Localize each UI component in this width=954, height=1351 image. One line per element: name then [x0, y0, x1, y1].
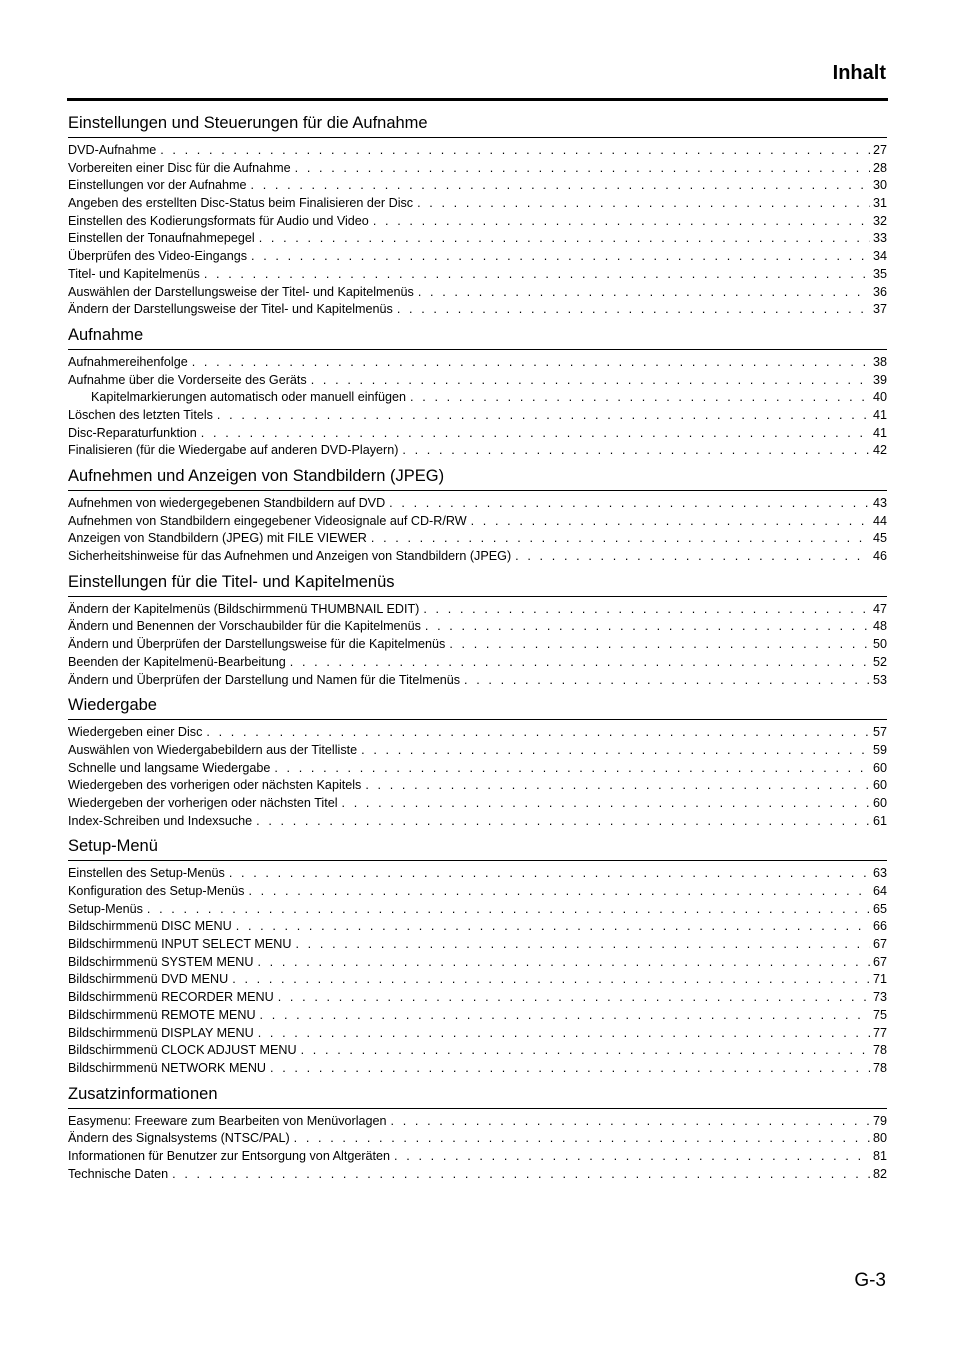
toc-entry-label: Bildschirmmenü SYSTEM MENU	[68, 954, 254, 969]
toc-section	[68, 835, 887, 1077]
toc-entry-label: Einstellen des Setup-Menüs	[68, 866, 225, 881]
toc-entry-label: Ändern der Darstellungsweise der Titel- und Kapitelmenüs	[68, 302, 393, 317]
toc-entry[interactable]	[68, 954, 887, 972]
toc-entry[interactable]	[68, 636, 887, 654]
toc-entry-label: Bildschirmmenü DVD MENU	[68, 972, 229, 987]
toc-entry-page: 32	[872, 213, 887, 228]
toc-entry-label: Wiedergeben des vorherigen oder nächsten Kapitels	[68, 778, 362, 793]
toc-entry-page: 57	[872, 725, 887, 740]
toc-entry-label: Aufnahme über die Vorderseite des Geräts	[68, 372, 307, 387]
toc-section	[68, 694, 887, 830]
dot-leader	[391, 1113, 870, 1131]
toc-entry-page: 75	[872, 1007, 887, 1022]
toc-entry-page: 41	[872, 407, 887, 422]
toc-entry[interactable]	[68, 354, 887, 372]
dot-leader	[471, 513, 870, 531]
toc-entry-page: 60	[872, 760, 887, 775]
toc-entry-label: Anzeigen von Standbildern (JPEG) mit FILE VIEWER	[68, 531, 367, 546]
toc-entry-label: Informationen für Benutzer zur Entsorgung von Altgeräten	[68, 1148, 391, 1163]
toc-entry-label: Finalisieren (für die Wiedergabe auf anderen DVD-Playern)	[68, 443, 399, 458]
toc-entry[interactable]	[68, 901, 887, 919]
toc-entry[interactable]	[68, 601, 887, 619]
toc-entry-label: Ändern und Überprüfen der Darstellung und Namen für die Titelmenüs	[68, 672, 461, 687]
toc-entry[interactable]	[68, 548, 887, 566]
toc-entry-page: 34	[872, 249, 887, 264]
toc-entry-label: Löschen des letzten Titels	[68, 407, 213, 422]
toc-entry-label: Aufnehmen von Standbildern eingegebener Videosignale auf CD-R/RW	[68, 513, 467, 528]
toc-entry-page: 59	[872, 742, 887, 757]
section-heading: Zusatzinformationen	[68, 1083, 887, 1109]
toc-entry-page: 44	[872, 513, 887, 528]
dot-leader	[248, 883, 870, 901]
toc-entry-page: 40	[872, 390, 887, 405]
toc-entry-page: 35	[872, 266, 887, 281]
toc-entry-page: 48	[872, 619, 887, 634]
toc-entry-label: Auswählen von Wiedergabebildern aus der Titelliste	[68, 742, 358, 757]
toc-entry[interactable]	[68, 248, 887, 266]
toc-entry-label: Ändern der Kapitelmenüs (Bildschirmmenü THUMBNAIL EDIT)	[68, 601, 420, 616]
toc-entry[interactable]	[68, 1130, 887, 1148]
toc-entry-page: 53	[872, 672, 887, 687]
toc-entry[interactable]	[68, 1113, 887, 1131]
toc-entry[interactable]	[68, 389, 887, 407]
toc-entry[interactable]	[68, 1025, 887, 1043]
toc-entry-page: 60	[872, 778, 887, 793]
toc-entry-page: 42	[872, 443, 887, 458]
toc-entry[interactable]	[68, 865, 887, 883]
dot-leader	[373, 213, 870, 231]
toc-entry[interactable]	[68, 442, 887, 460]
toc-entry-page: 50	[872, 637, 887, 652]
toc-entry-label: Bildschirmmenü CLOCK ADJUST MENU	[68, 1043, 297, 1058]
toc-entry-label: Angeben des erstellten Disc-Status beim Finalisieren der Disc	[68, 196, 414, 211]
dot-leader	[236, 918, 870, 936]
dot-leader	[425, 618, 870, 636]
toc-entry[interactable]	[68, 760, 887, 778]
dot-leader	[258, 1025, 870, 1043]
toc-entry[interactable]	[68, 883, 887, 901]
toc-entry[interactable]	[68, 284, 887, 302]
toc-entry[interactable]	[68, 530, 887, 548]
dot-leader	[410, 389, 870, 407]
toc-entry-page: 37	[872, 302, 887, 317]
toc-entry-page: 43	[872, 496, 887, 510]
dot-leader	[229, 865, 870, 883]
section-heading: Einstellungen für die Titel- und Kapitelmenüs	[68, 571, 887, 597]
toc-entry[interactable]	[68, 301, 887, 319]
page-title: Inhalt	[832, 62, 886, 84]
toc-entry-page: 46	[872, 549, 887, 564]
dot-leader	[217, 407, 870, 425]
dot-leader	[270, 1060, 870, 1078]
toc-entry[interactable]	[68, 971, 887, 989]
dot-leader	[371, 530, 870, 548]
toc-section	[68, 571, 887, 689]
toc-entry-page: 60	[872, 795, 887, 810]
toc-entry-page: 73	[872, 990, 887, 1005]
toc-entry-label: DVD-Aufnahme	[68, 143, 157, 157]
toc-entry-label: Beenden der Kapitelmenü-Bearbeitung	[68, 654, 286, 669]
dot-leader	[301, 1042, 870, 1060]
dot-leader	[389, 495, 870, 513]
section-heading: Wiedergabe	[68, 694, 887, 720]
toc-entry-page: 67	[872, 954, 887, 969]
toc-section	[68, 324, 887, 460]
toc-entry-label: Kapitelmarkierungen automatisch oder manuell einfügen	[91, 390, 407, 405]
toc-entry-label: Wiedergeben der vorherigen oder nächsten Titel	[68, 795, 338, 810]
dot-leader	[464, 672, 870, 690]
toc-entry[interactable]	[68, 177, 887, 195]
toc-entry-page: 30	[872, 178, 887, 193]
toc-entry-label: Titel- und Kapitelmenüs	[68, 266, 200, 281]
toc-entry-label: Bildschirmmenü DISPLAY MENU	[68, 1025, 254, 1040]
dot-leader	[274, 760, 870, 778]
toc-entry[interactable]	[68, 618, 887, 636]
toc-entry-page: 47	[872, 601, 887, 616]
toc-entry-label: Setup-Menüs	[68, 901, 143, 916]
toc-entry-label: Bildschirmmenü DISC MENU	[68, 919, 232, 934]
toc-entry-page: 31	[872, 196, 887, 211]
dot-leader	[449, 636, 870, 654]
toc-entry-label: Auswählen der Darstellungsweise der Titel- und Kapitelmenüs	[68, 284, 414, 299]
title-rule	[67, 98, 888, 101]
toc-entry-label: Technische Daten	[68, 1166, 169, 1181]
toc-entry[interactable]	[68, 513, 887, 531]
toc-entry-page: 71	[872, 972, 887, 987]
toc-section	[68, 465, 887, 566]
dot-leader	[256, 813, 870, 831]
toc-entry[interactable]	[68, 142, 887, 160]
table-of-contents	[68, 112, 887, 1188]
dot-leader	[342, 795, 870, 813]
dot-leader	[365, 777, 870, 795]
toc-entry[interactable]	[68, 813, 887, 831]
toc-entry[interactable]	[68, 918, 887, 936]
toc-entry-page: 33	[872, 231, 887, 246]
toc-entry-page: 45	[872, 531, 887, 546]
toc-entry[interactable]	[68, 407, 887, 425]
dot-leader	[423, 601, 870, 619]
dot-leader	[515, 548, 870, 566]
toc-entry[interactable]	[68, 266, 887, 284]
toc-entry-label: Schnelle und langsame Wiedergabe	[68, 760, 271, 775]
toc-entry[interactable]	[68, 724, 887, 742]
toc-entry-label: Sicherheitshinweise für das Aufnehmen und Anzeigen von Standbildern (JPEG)	[68, 549, 512, 564]
toc-entry[interactable]	[68, 672, 887, 690]
dot-leader	[172, 1166, 870, 1184]
dot-leader	[290, 654, 870, 672]
toc-entry-page: 78	[872, 1060, 887, 1075]
toc-entry-label: Einstellen der Tonaufnahmepegel	[68, 231, 255, 246]
toc-section	[68, 112, 887, 319]
dot-leader	[251, 177, 870, 195]
toc-entry-label: Ändern des Signalsystems (NTSC/PAL)	[68, 1131, 290, 1146]
dot-leader	[402, 442, 870, 460]
dot-leader	[294, 1130, 870, 1148]
dot-leader	[295, 160, 870, 178]
toc-entry[interactable]	[68, 1166, 887, 1184]
toc-entry-label: Aufnahmereihenfolge	[68, 354, 188, 369]
toc-entry[interactable]	[68, 795, 887, 813]
toc-entry-page: 66	[872, 919, 887, 934]
toc-entry-page: 79	[872, 1113, 887, 1128]
dot-leader	[147, 901, 870, 919]
toc-entry[interactable]	[68, 495, 887, 513]
toc-entry-page: 52	[872, 654, 887, 669]
dot-leader	[295, 936, 870, 954]
section-heading: Setup-Menü	[68, 835, 887, 861]
toc-entry-label: Bildschirmmenü NETWORK MENU	[68, 1060, 267, 1075]
toc-entry-label: Bildschirmmenü RECORDER MENU	[68, 990, 274, 1005]
toc-entry-page: 36	[872, 284, 887, 299]
toc-entry[interactable]	[68, 195, 887, 213]
toc-entry-page: 61	[872, 813, 887, 828]
section-heading: Aufnahme	[68, 324, 887, 350]
dot-leader	[417, 195, 870, 213]
dot-leader	[206, 724, 870, 742]
dot-leader	[257, 954, 870, 972]
section-heading: Einstellungen und Steuerungen für die Aufnahme	[68, 112, 887, 138]
section-heading: Aufnehmen und Anzeigen von Standbildern (JPEG)	[68, 465, 887, 491]
toc-entry-page: 28	[872, 160, 887, 175]
toc-entry-label: Einstellungen vor der Aufnahme	[68, 178, 247, 193]
toc-entry[interactable]	[68, 742, 887, 760]
toc-entry-page: 80	[872, 1131, 887, 1146]
toc-entry-page: 39	[872, 372, 887, 387]
dot-leader	[361, 742, 870, 760]
dot-leader	[311, 372, 870, 390]
toc-entry[interactable]	[68, 1148, 887, 1166]
dot-leader	[251, 248, 870, 266]
toc-entry-page: 65	[872, 901, 887, 916]
dot-leader	[204, 266, 870, 284]
toc-entry-label: Disc-Reparaturfunktion	[68, 425, 197, 440]
toc-section	[68, 1083, 887, 1184]
dot-leader	[192, 354, 870, 372]
toc-entry-label: Konfiguration des Setup-Menüs	[68, 884, 245, 898]
toc-entry-label: Easymenu: Freeware zum Bearbeiten von Menüvorlagen	[68, 1113, 387, 1128]
toc-entry-page: 64	[872, 884, 887, 898]
toc-entry-label: Wiedergeben einer Disc	[68, 725, 203, 740]
dot-leader	[259, 230, 870, 248]
toc-entry-label: Aufnehmen von wiedergegebenen Standbildern auf DVD	[68, 496, 386, 510]
toc-entry[interactable]	[68, 425, 887, 443]
dot-leader	[418, 284, 870, 302]
page-number: G-3	[854, 1270, 886, 1291]
toc-entry-page: 63	[872, 866, 887, 881]
toc-entry[interactable]	[68, 989, 887, 1007]
toc-entry[interactable]	[68, 372, 887, 390]
toc-entry-page: 81	[872, 1148, 887, 1163]
toc-entry[interactable]	[68, 160, 887, 178]
dot-leader	[260, 1007, 870, 1025]
toc-entry-label: Ändern und Benennen der Vorschaubilder für die Kapitelmenüs	[68, 619, 421, 634]
toc-entry-page: 38	[872, 354, 887, 369]
toc-entry-label: Vorbereiten einer Disc für die Aufnahme	[68, 160, 291, 175]
dot-leader	[232, 971, 870, 989]
toc-entry[interactable]	[68, 230, 887, 248]
toc-entry-label: Ändern und Überprüfen der Darstellungsweise für die Kapitelmenüs	[68, 637, 446, 652]
dot-leader	[278, 989, 870, 1007]
toc-entry[interactable]	[68, 654, 887, 672]
toc-entry[interactable]	[68, 1042, 887, 1060]
toc-entry-page: 77	[872, 1025, 887, 1040]
toc-entry-page: 41	[872, 425, 887, 440]
dot-leader	[160, 142, 870, 160]
toc-entry-label: Index-Schreiben und Indexsuche	[68, 813, 253, 828]
dot-leader	[397, 301, 870, 319]
toc-entry-label: Bildschirmmenü INPUT SELECT MENU	[68, 937, 292, 952]
toc-entry[interactable]	[68, 777, 887, 795]
toc-entry-label: Einstellen des Kodierungsformats für Audio und Video	[68, 213, 369, 228]
toc-entry[interactable]	[68, 936, 887, 954]
toc-entry-page: 82	[872, 1166, 887, 1181]
toc-entry-page: 78	[872, 1043, 887, 1058]
toc-entry-page: 27	[872, 143, 887, 157]
toc-entry-label: Überprüfen des Video-Eingangs	[68, 249, 247, 264]
toc-entry[interactable]	[68, 1060, 887, 1078]
toc-entry-label: Bildschirmmenü REMOTE MENU	[68, 1007, 256, 1022]
toc-entry[interactable]	[68, 213, 887, 231]
dot-leader	[394, 1148, 870, 1166]
toc-entry-page: 67	[872, 937, 887, 952]
toc-entry[interactable]	[68, 1007, 887, 1025]
dot-leader	[201, 425, 870, 443]
